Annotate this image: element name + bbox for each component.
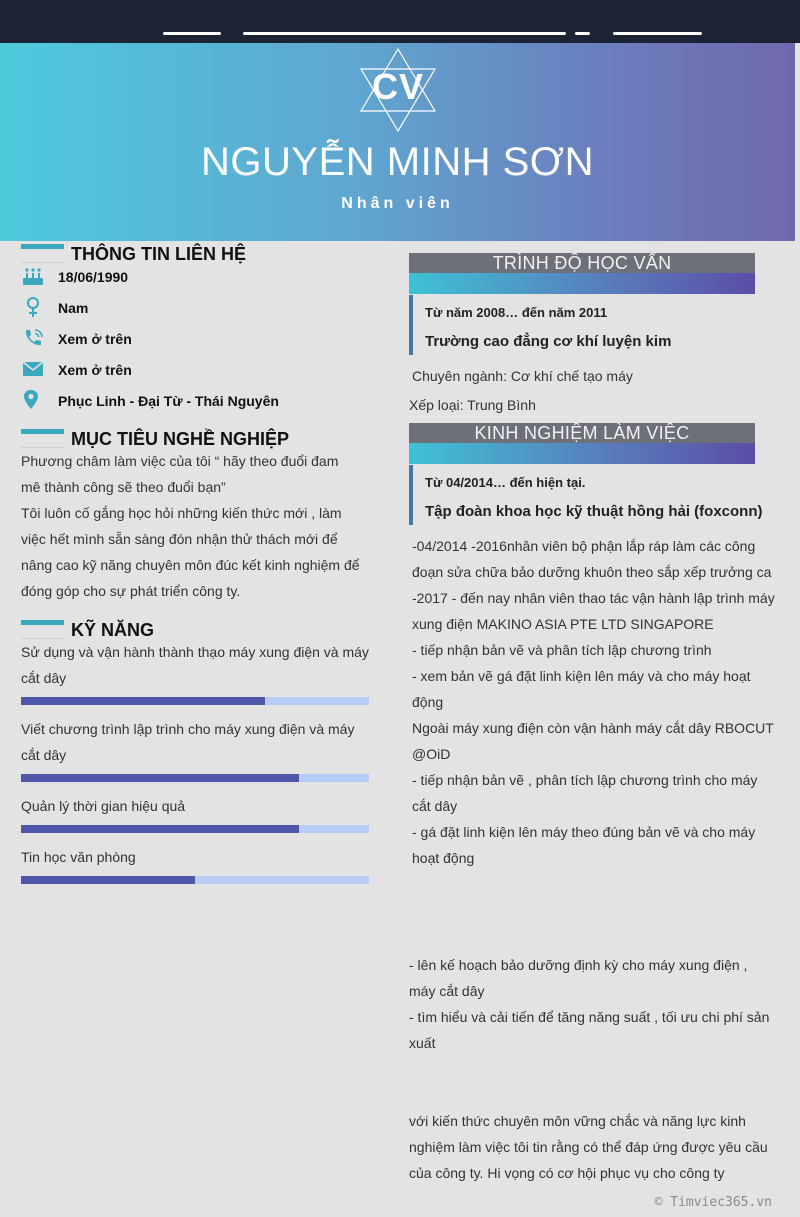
contact-address <box>21 393 381 419</box>
skill-level-fill <box>21 876 195 884</box>
skill-item <box>21 793 369 833</box>
section-divider <box>21 262 64 263</box>
experience-line: - lên kế hoạch bảo dưỡng định kỳ cho máy xung điện , <box>409 957 748 973</box>
experience-line: xung điện MAKINO ASIA PTE LTD SINGAPORE <box>412 616 714 632</box>
experience-description <box>412 533 777 871</box>
envelope-icon <box>21 358 45 380</box>
objective-line: nâng cao kỹ năng chuyên môn đúc kết kinh nghiệm để <box>21 557 360 573</box>
education-title: TRÌNH ĐỘ HỌC VẤN <box>492 253 672 273</box>
objective-line: việc hết mình sẵn sàng đón nhận thử thách mới để <box>21 531 338 547</box>
section-accent <box>21 244 64 249</box>
experience-line: cắt dây <box>412 798 458 814</box>
birthday-cake-icon <box>21 265 45 287</box>
email-value: Xem ở trên <box>58 362 132 378</box>
skill-name: Quản lý thời gian hiệu quả <box>21 798 186 814</box>
experience-line: - xem bản vẽ gá đặt linh kiện lên máy và cho máy hoạt <box>412 668 751 684</box>
objective-line: đóng góp cho sự phát triển công ty. <box>21 583 241 599</box>
experience-line: -04/2014 -2016nhân viên bộ phận lắp ráp làm các công <box>412 538 756 554</box>
experience-company: Tập đoàn khoa học kỹ thuật hồng hải (foxconn) <box>425 503 763 520</box>
map-pin-icon <box>21 389 45 411</box>
nav-placeholder-3[interactable] <box>575 32 590 35</box>
skill-name-cont: cắt dây <box>21 747 67 763</box>
experience-line: - gá đặt linh kiện lên máy theo đúng bản vẽ và cho máy <box>412 824 756 840</box>
watermark-footer: © Timviec365.vn <box>654 1195 772 1210</box>
skill-level-track <box>21 697 369 705</box>
experience-line: máy cắt dây <box>409 983 485 999</box>
skill-level-track <box>21 825 369 833</box>
female-gender-icon <box>21 296 45 318</box>
contact-birthday <box>21 269 381 295</box>
skill-name: Viết chương trình lập trình cho máy xung điện và máy <box>21 721 355 737</box>
skill-level-track <box>21 876 369 884</box>
experience-line: - tiếp nhận bản vẽ , phân tích lập chương trình cho máy <box>412 772 758 788</box>
experience-summary <box>409 1108 774 1186</box>
education-period: Từ năm 2008… đến năm 2011 <box>425 305 608 320</box>
experience-line: @OiD <box>412 746 451 762</box>
section-accent <box>21 429 64 434</box>
gender-value: Nam <box>58 300 89 316</box>
skill-level-track <box>21 774 369 782</box>
skill-name-cont: cắt dây <box>21 670 67 686</box>
header-gradient-band <box>409 443 755 464</box>
skill-item <box>21 639 369 705</box>
experience-period: Từ 04/2014… đến hiện tại. <box>425 475 586 490</box>
experience-title: KINH NGHIỆM LÀM VIỆC <box>474 423 690 443</box>
objective-title: MỤC TIÊU NGHỀ NGHIỆP <box>71 429 290 449</box>
cv-logo-text: CV <box>371 66 424 107</box>
experience-line: - tiếp nhận bản vẽ và phân tích lập chương trình <box>412 642 712 658</box>
skill-item <box>21 716 369 782</box>
nav-placeholder-1[interactable] <box>163 32 221 35</box>
experience-line: xuất <box>409 1035 436 1051</box>
header-gradient-band <box>409 273 755 294</box>
experience-line: hoạt động <box>412 850 475 866</box>
objective-line: mê thành công sẽ theo đuổi bạn” <box>21 479 226 495</box>
experience-line: động <box>412 694 444 710</box>
contact-email <box>21 362 381 388</box>
skill-level-fill <box>21 774 299 782</box>
birthday-value: 18/06/1990 <box>58 269 129 285</box>
experience-entry <box>409 465 773 525</box>
nav-placeholder-2[interactable] <box>243 32 566 35</box>
experience-line: đoạn sửa chữa bảo dưỡng khuôn theo sắp xếp trưởng ca <box>412 564 772 580</box>
skill-name: Sử dụng và vận hành thành thạo máy xung điện và máy <box>21 644 369 660</box>
experience-line: -2017 - đến nay nhân viên thao tác vận hành lập trình máy <box>412 590 775 606</box>
skills-title: KỸ NĂNG <box>71 620 155 640</box>
experience-section-header <box>409 423 755 465</box>
contact-title: THÔNG TIN LIÊN HỆ <box>71 244 246 264</box>
top-nav-bar <box>0 0 800 43</box>
education-school: Trường cao đẳng cơ khí luyện kim <box>425 333 672 350</box>
skill-name: Tin học văn phòng <box>21 849 136 865</box>
section-accent <box>21 620 64 625</box>
phone-value: Xem ở trên <box>58 331 132 347</box>
skill-level-fill <box>21 825 299 833</box>
experience-line: với kiến thức chuyên môn vững chắc và năng lực kinh <box>409 1113 746 1129</box>
education-section-header <box>409 253 755 295</box>
contact-phone <box>21 331 381 357</box>
objective-text <box>21 448 371 604</box>
candidate-name: NGUYỄN MINH SƠN <box>201 140 594 184</box>
education-entry <box>409 295 773 355</box>
experience-line: nghiệm làm việc tôi tin rằng có thể đáp ứng được yêu cầu <box>409 1139 768 1155</box>
skill-level-fill <box>21 697 265 705</box>
contact-gender <box>21 300 381 326</box>
education-grade: Xếp loại: Trung Bình <box>409 397 536 413</box>
objective-line: Tôi luôn cố gắng học hỏi những kiến thức mới , làm <box>21 505 342 521</box>
experience-line: Ngoài máy xung điện còn vận hành máy cắt dây RBOCUT <box>412 720 774 736</box>
experience-line: - tìm hiểu và cải tiến để tăng năng suất , tối ưu chi phí sản <box>409 1009 770 1025</box>
contact-section-header <box>21 244 371 268</box>
education-major: Chuyên ngành: Cơ khí chế tạo máy <box>412 368 633 384</box>
experience-duties <box>409 952 774 1056</box>
address-value: Phục Linh - Đại Từ - Thái Nguyên <box>58 393 279 409</box>
skill-item <box>21 844 369 884</box>
candidate-role: Nhân viên <box>341 195 454 212</box>
nav-placeholder-4[interactable] <box>613 32 702 35</box>
phone-icon <box>21 327 45 349</box>
experience-line: của công ty. Hi vọng có cơ hội phục vụ cho công ty <box>409 1165 725 1181</box>
objective-line: Phương châm làm việc của tôi “ hãy theo đuổi đam <box>21 453 339 469</box>
